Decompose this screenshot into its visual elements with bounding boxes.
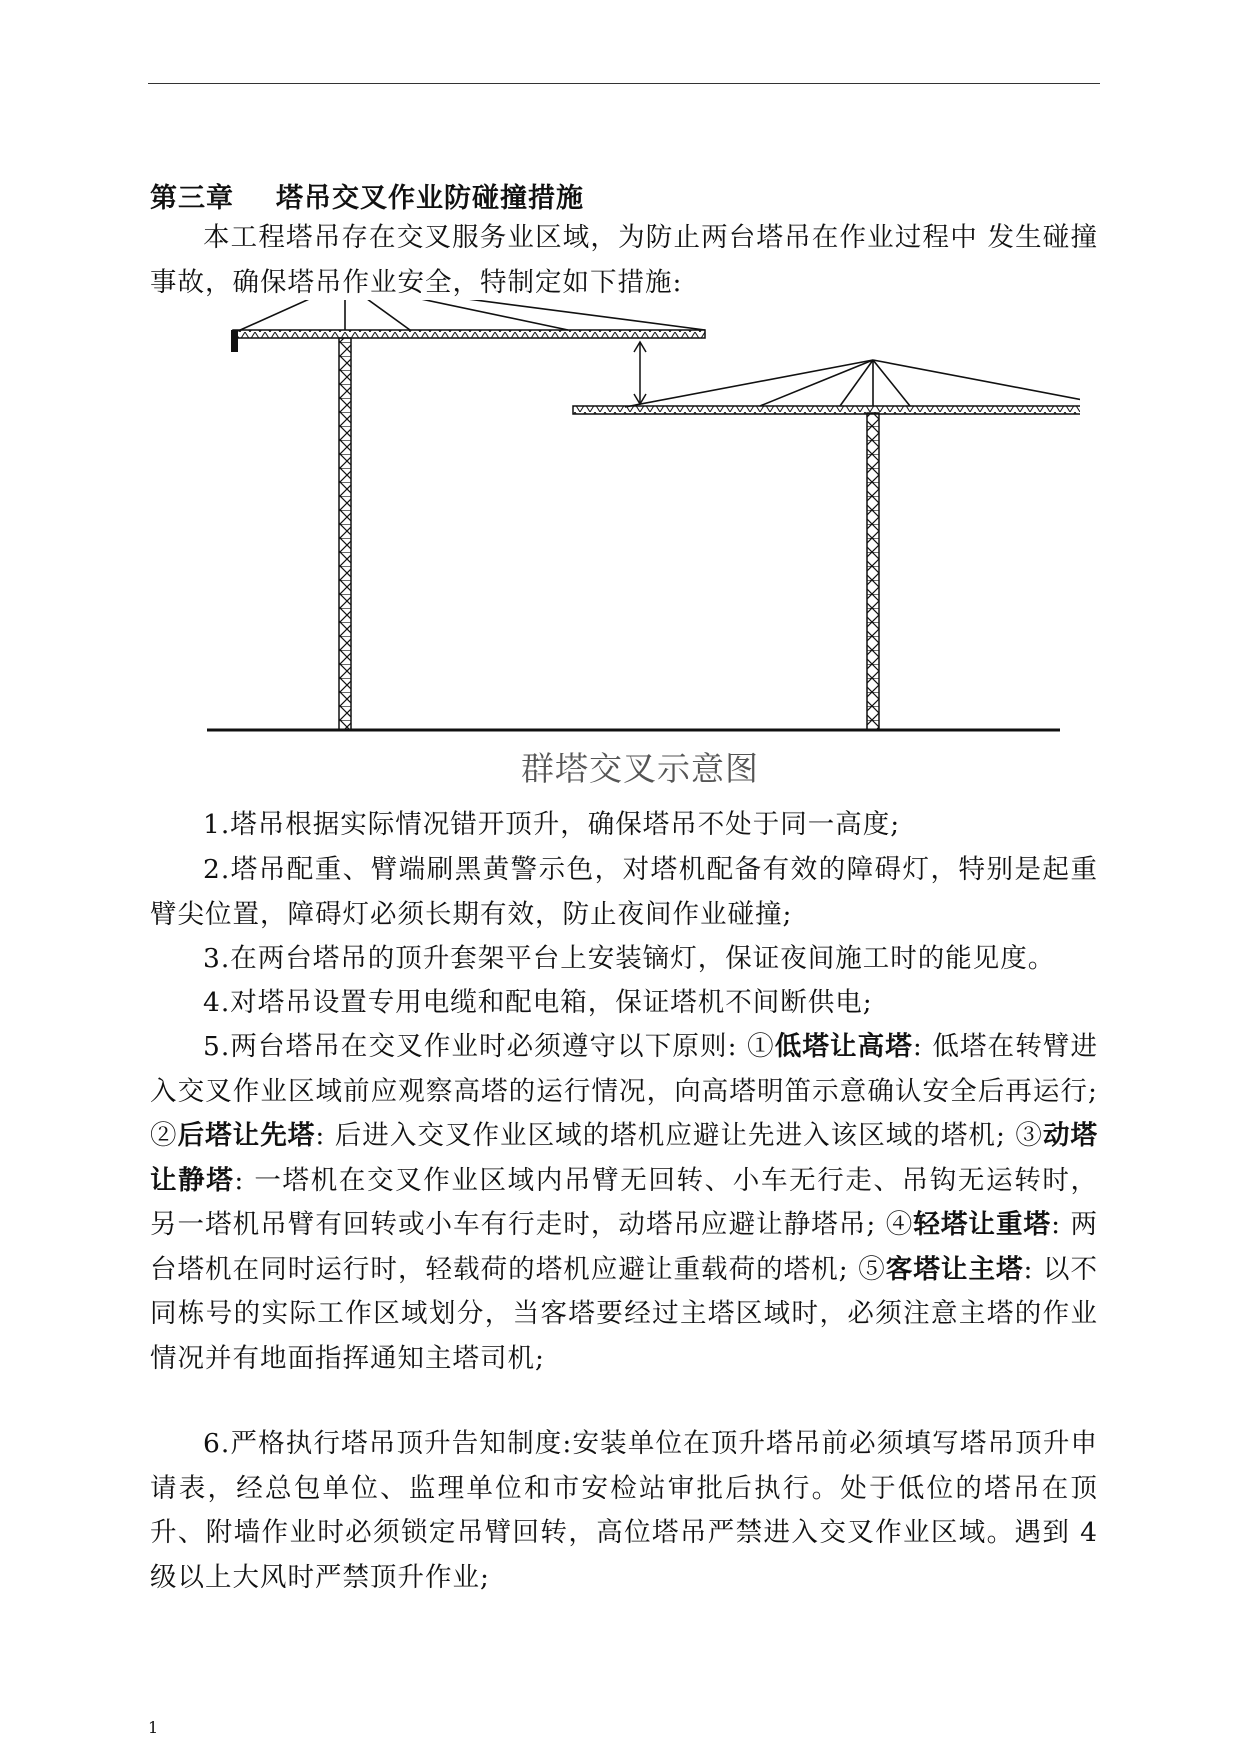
measure-2: 2.塔吊配重、臂端刷黑黄警示色，对塔机配备有效的障碍灯，特别是起重臂尖位置，障碍灯必须长期有效，防止夜间作业碰撞; [150, 854, 1098, 930]
chapter-title: 塔吊交叉作业防碰撞措施 [276, 183, 584, 214]
high-crane [231, 300, 705, 730]
rule-2-text: : 后进入交叉作业区域的塔机应避让先进入该区域的塔机; ③ [315, 1120, 1043, 1151]
high-crane-counterweight [231, 330, 238, 352]
measure-1: 1.塔吊根据实际情况错开顶升，确保塔吊不处于同一高度; [203, 809, 901, 840]
rule-2-title: 后塔让先塔 [177, 1120, 316, 1151]
low-crane-ties [625, 360, 1080, 407]
rule-5-text: : 以不同栋号的实际工作区域划分，当客塔要经过主塔区域时，必须注意主塔的作业情况并有地面指挥通知主塔司机; [150, 1253, 1099, 1374]
chapter-heading [150, 176, 584, 215]
rule-5-title: 客塔让主塔 [885, 1253, 1024, 1285]
rule-1-text: : 低塔在转臂进入交叉作业区域前应观察高塔的运行情况，向高塔明笛示意确认安全后再运行; ② [150, 1031, 1098, 1151]
low-crane [573, 360, 1080, 730]
height-difference-arrow [634, 342, 646, 404]
high-crane-ties [238, 300, 705, 331]
page-number: 1 [148, 1718, 159, 1737]
intro-paragraph: 本工程塔吊存在交叉服务业区域，为防止两台塔吊在作业过程中 发生碰撞事故，确保塔吊作业安全，特制定如下措施: [150, 222, 1098, 298]
rule-1-title: 低塔让高塔 [774, 1031, 913, 1062]
figure-caption: 群塔交叉示意图 [521, 749, 759, 788]
measure-5 [150, 1025, 1098, 1381]
rule-4-title: 轻塔让重塔 [913, 1209, 1052, 1240]
measure-4: 4.对塔吊设置专用电缆和配电箱，保证塔机不间断供电; [203, 987, 873, 1018]
measure-3: 3.在两台塔吊的顶升套架平台上安装镝灯，保证夜间施工时的能见度。 [203, 943, 1056, 974]
tower-crane-diagram [200, 300, 1080, 740]
measure-6: 6.严格执行塔吊顶升告知制度:安装单位在顶升塔吊前必须填写塔吊顶升申请表，经总包单位、监理单位和市安检站审批后执行。处于低位的塔吊在顶升、附墙作业时必须锁定吊臂回转，高位塔吊严禁进入交叉作业区域。遇到 4 级以上大风时严禁顶升作业; [150, 1428, 1098, 1593]
tower-crane-figure [200, 300, 1080, 800]
header-rule [148, 83, 1100, 84]
chapter-number: 第三章 [150, 183, 234, 214]
high-crane-jib [233, 330, 705, 338]
high-crane-mast [339, 338, 351, 730]
measure-5-lead: 5.两台塔吊在交叉作业时必须遵守以下原则: ① [203, 1031, 775, 1062]
rule-3-text: : 一塔机在交叉作业区域内吊臂无回转、小车无行走、吊钩无运转时，另一塔机吊臂有回转或小车有行走时，动塔吊应避让静塔吊; ④ [150, 1164, 1098, 1240]
rule-3-title: 动塔让静塔 [150, 1120, 1099, 1196]
low-crane-mast [867, 413, 879, 730]
low-crane-jib [573, 406, 1080, 414]
rule-4-text: : 两台塔机在同时运行时，轻载荷的塔机应避让重载荷的塔机; ⑤ [150, 1209, 1098, 1285]
